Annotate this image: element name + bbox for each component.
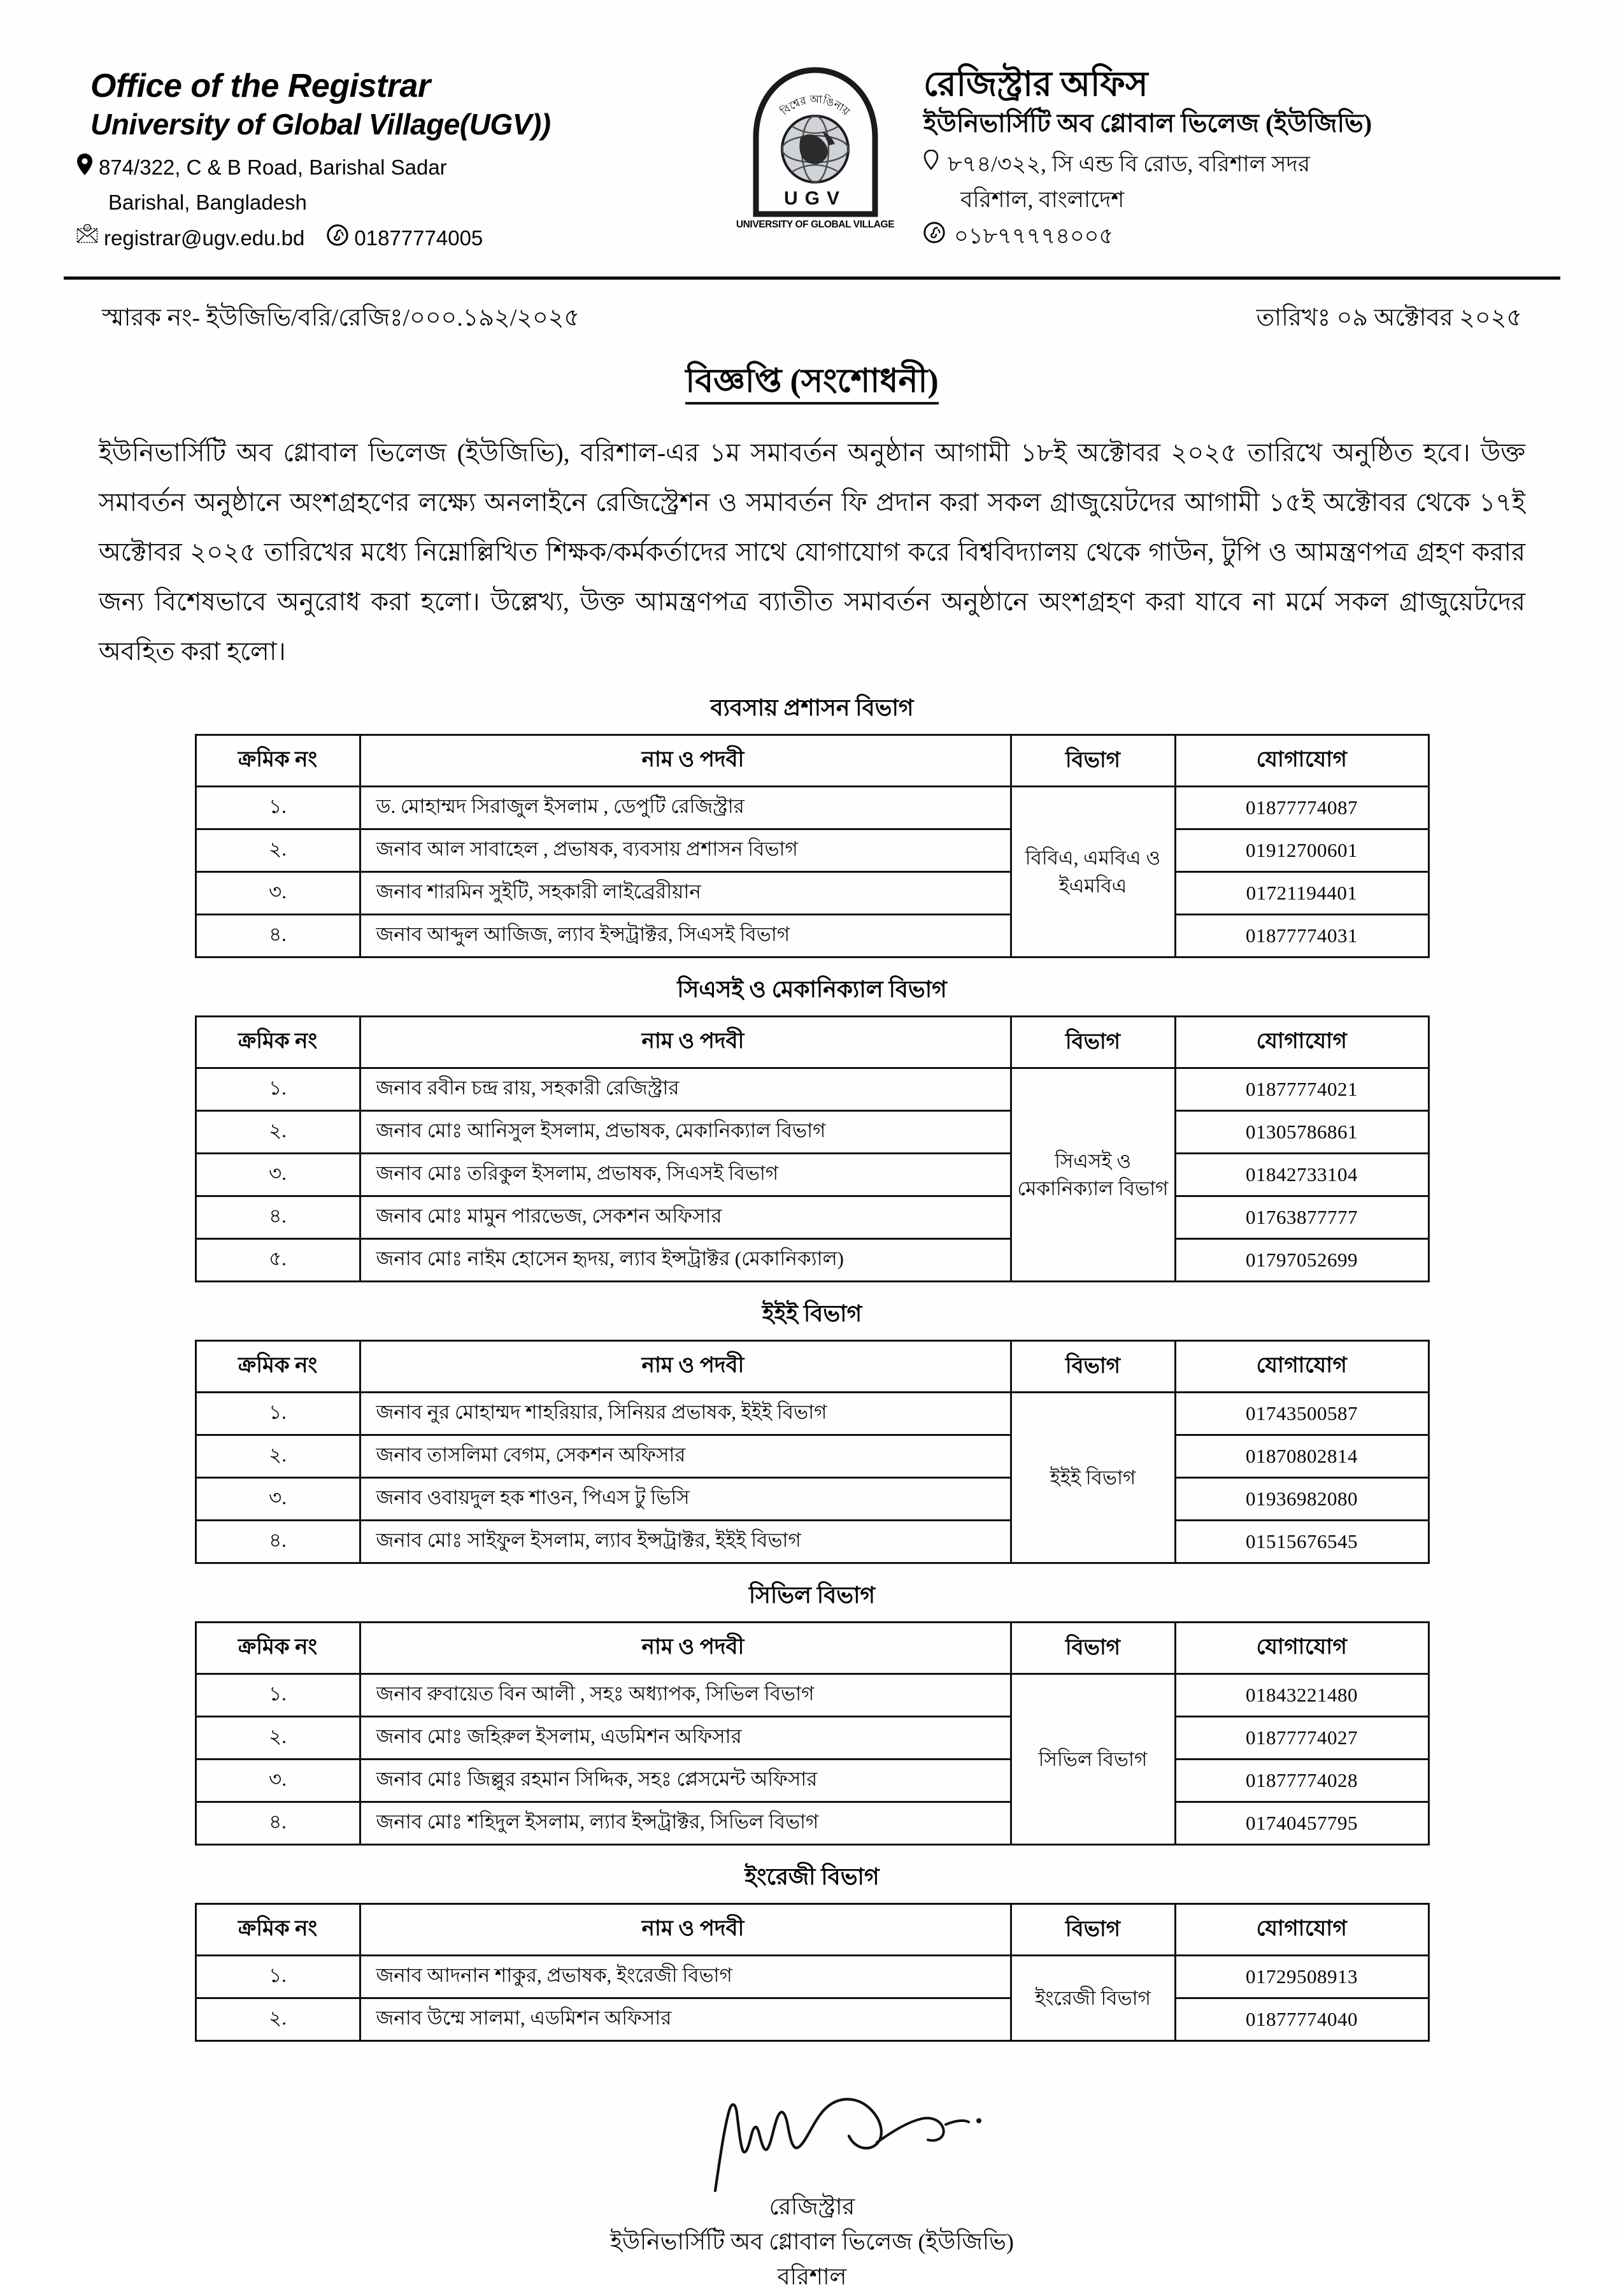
table-row (196, 1196, 1428, 1239)
column-header-name: নাম ও পদবী (360, 735, 1011, 787)
column-header-name: নাম ও পদবী (360, 1341, 1011, 1393)
column-header-sl: ক্রমিক নং (196, 1341, 360, 1393)
table-row (196, 1239, 1428, 1282)
cell-name-designation: জনাব আদনান শাকুর, প্রভাষক, ইংরেজী বিভাগ (360, 1956, 1011, 1998)
cell-serial: ৩. (196, 1760, 360, 1802)
university-name-english: University of Global Village(UGV)) (90, 108, 551, 141)
cell-serial: ৪. (196, 1802, 360, 1845)
logo-caption: UNIVERSITY OF GLOBAL VILLAGE (736, 219, 895, 230)
cell-name-designation: জনাব শারমিন সুইটি, সহকারী লাইব্রেরীয়ান (360, 872, 1011, 915)
contact-line-english (76, 222, 707, 254)
cell-contact: 01721194401 (1175, 872, 1428, 915)
university-name-bangla: ইউনিভার্সিটি অব গ্লোবাল ভিলেজ (ইউজিভি) (923, 108, 1372, 138)
cell-serial: ১. (196, 787, 360, 829)
section-title: সিএসই ও মেকানিক্যাল বিভাগ (677, 977, 947, 1003)
address-text-english-1: 874/322, C & B Road, Barishal Sadar (99, 155, 447, 179)
cell-name-designation: জনাব মোঃ তরিকুল ইসলাম, প্রভাষক, সিএসই বিভাগ (360, 1154, 1011, 1196)
university-logo (723, 59, 908, 228)
table-row (196, 1717, 1428, 1760)
page-title-text: বিজ্ঞপ্তি (সংশোধনী) (685, 363, 938, 405)
section-title: সিভিল বিভাগ (748, 1582, 876, 1609)
table-row (196, 1956, 1428, 1998)
memo-row (0, 280, 1624, 340)
column-header-contact: যোগাযোগ (1175, 1017, 1428, 1068)
phone-icon-bangla (923, 222, 945, 247)
phone-text-english: 01877774005 (354, 226, 483, 250)
cell-serial: ৪. (196, 1521, 360, 1563)
cell-name-designation: জনাব রুবায়েত বিন আলী , সহঃ অধ্যাপক, সিভিল বিভাগ (360, 1674, 1011, 1717)
letterhead-english-block (76, 59, 707, 257)
cell-name-designation: জনাব মোঃ শহিদুল ইসলাম, ল্যাব ইন্সট্রাক্টর, সিভিল বিভাগ (360, 1802, 1011, 1845)
column-header-dept: বিভাগ (1011, 1341, 1175, 1393)
cell-serial: ২. (196, 1111, 360, 1154)
svg-text:@: @ (85, 226, 90, 231)
cell-serial: ৪. (196, 1196, 360, 1239)
cell-contact: 01870802814 (1175, 1435, 1428, 1478)
letterhead-bangla-block (923, 59, 1548, 255)
cell-contact: 01877774087 (1175, 787, 1428, 829)
cell-contact: 01877774021 (1175, 1068, 1428, 1111)
cell-contact: 01729508913 (1175, 1956, 1428, 1998)
column-header-sl: ক্রমিক নং (196, 1623, 360, 1674)
column-header-dept: বিভাগ (1011, 1904, 1175, 1956)
cell-name-designation: জনাব নুর মোহাম্মদ শাহরিয়ার, সিনিয়র প্রভাষক, ইইই বিভাগ (360, 1393, 1011, 1435)
cell-name-designation: জনাব মোঃ নাইম হোসেন হৃদয়, ল্যাব ইন্সট্রাক্টর (মেকানিক্যাল) (360, 1239, 1011, 1282)
cell-name-designation: জনাব মোঃ জিল্লুর রহমান সিদ্দিক, সহঃ প্লেসমেন্ট অফিসার (360, 1760, 1011, 1802)
memo-number: স্মারক নং- ইউজিভি/বরি/রেজিঃ/০০০.১৯২/২০২৫ (102, 305, 580, 332)
cell-serial: ২. (196, 1717, 360, 1760)
column-header-sl: ক্রমিক নং (196, 1017, 360, 1068)
cell-serial: ১. (196, 1068, 360, 1111)
cell-department: সিএসই ও মেকানিক্যাল বিভাগ (1011, 1068, 1175, 1282)
table-header-row (196, 1017, 1428, 1068)
table-header-row (196, 735, 1428, 787)
column-header-contact: যোগাযোগ (1175, 1904, 1428, 1956)
cell-serial: ২. (196, 829, 360, 872)
cell-contact: 01912700601 (1175, 829, 1428, 872)
cell-department: ইংরেজী বিভাগ (1011, 1956, 1175, 2041)
cell-contact: 01743500587 (1175, 1393, 1428, 1435)
cell-name-designation: জনাব আল সাবাহেল , প্রভাষক, ব্যবসায় প্রশাসন বিভাগ (360, 829, 1011, 872)
section-title: ইংরেজী বিভাগ (744, 1864, 880, 1890)
cell-contact: 01842733104 (1175, 1154, 1428, 1196)
table-row (196, 1435, 1428, 1478)
address-text-english-2: Barishal, Bangladesh (108, 190, 307, 215)
cell-serial: ১. (196, 1393, 360, 1435)
address-line-english-1 (76, 152, 707, 183)
memo-date: তারিখঃ ০৯ অক্টোবর ২০২৫ (1256, 305, 1522, 332)
office-title-bangla: রেজিস্ট্রার অফিস (923, 65, 1148, 103)
cell-department: ইইই বিভাগ (1011, 1393, 1175, 1563)
cell-contact: 01305786861 (1175, 1111, 1428, 1154)
table-row (196, 872, 1428, 915)
column-header-name: নাম ও পদবী (360, 1017, 1011, 1068)
cell-contact: 01763877777 (1175, 1196, 1428, 1239)
column-header-dept: বিভাগ (1011, 1017, 1175, 1068)
table-row (196, 1521, 1428, 1563)
svg-text:বিশ্বের আঙিনায়: বিশ্বের আঙিনায় (778, 93, 852, 118)
letterhead (0, 0, 1624, 257)
column-header-contact: যোগাযোগ (1175, 1623, 1428, 1674)
table-header-row (196, 1623, 1428, 1674)
cell-serial: ১. (196, 1674, 360, 1717)
cell-serial: ২. (196, 1435, 360, 1478)
table-row (196, 1111, 1428, 1154)
signature-organization: ইউনিভার্সিটি অব গ্লোবাল ভিলেজ (ইউজিভি) (610, 2228, 1014, 2255)
table-row (196, 1674, 1428, 1717)
cell-serial: ১. (196, 1956, 360, 1998)
email-text-english: registrar@ugv.edu.bd (104, 226, 305, 250)
table-row (196, 1998, 1428, 2041)
contact-line-bangla (923, 220, 1548, 254)
phone-icon (327, 224, 348, 249)
department-tables-container (0, 691, 1624, 2042)
cell-contact: 01843221480 (1175, 1674, 1428, 1717)
cell-name-designation: জনাব মোঃ সাইফুল ইসলাম, ল্যাব ইন্সট্রাক্টর, ইইই বিভাগ (360, 1521, 1011, 1563)
table-row (196, 1154, 1428, 1196)
column-header-dept: বিভাগ (1011, 1623, 1175, 1674)
cell-department: সিভিল বিভাগ (1011, 1674, 1175, 1845)
section-title: ব্যবসায় প্রশাসন বিভাগ (710, 695, 914, 721)
table-row (196, 1802, 1428, 1845)
address-line-bangla-2 (923, 183, 1548, 217)
column-header-contact: যোগাযোগ (1175, 1341, 1428, 1393)
cell-name-designation: জনাব তাসলিমা বেগম, সেকশন অফিসার (360, 1435, 1011, 1478)
signature-city: বরিশাল (777, 2263, 847, 2290)
signature-block (0, 2084, 1624, 2294)
table-row (196, 787, 1428, 829)
department-table (195, 1340, 1430, 1564)
signature-designation: রেজিস্ট্রার (769, 2194, 855, 2220)
cell-name-designation: জনাব মোঃ জহিরুল ইসলাম, এডমিশন অফিসার (360, 1717, 1011, 1760)
notice-body: ইউনিভার্সিটি অব গ্লোবাল ভিলেজ (ইউজিভি), বরিশাল-এর ১ম সমাবর্তন অনুষ্ঠান আগামী ১৮ই অক্টোবর ২০২৫ তারিখে অনুষ্ঠিত হবে। উক্ত সমাবর্তন অনুষ্ঠানে অংশগ্রহণের লক্ষ্যে অনলাইনে রেজিস্ট্রেশন ও সমাবর্তন ফি প্রদান করা সকল গ্রাজুয়েটদের আগামী ১৫ই অক্টোবর থেকে ১৭ই অক্টোবর ২০২৫ তারিখের মধ্যে নিম্নোল্লিখিত শিক্ষক/কর্মকর্তাদের সাথে যোগাযোগ করে বিশ্ববিদ্যালয় থেকে গাউন, টুপি ও আমন্ত্রণপত্র গ্রহণ করার জন্য বিশেষভাবে অনুরোধ করা হলো। উল্লেখ্য, উক্ত আমন্ত্রণপত্র ব্যাতীত সমাবর্তন অনুষ্ঠানে অংশগ্রহণ করা যাবে না মর্মে সকল গ্রাজুয়েটদের অবহিত করা হলো। (99, 438, 1525, 666)
cell-serial: ৩. (196, 1154, 360, 1196)
cell-name-designation: জনাব রবীন চন্দ্র রায়, সহকারী রেজিস্ট্রার (360, 1068, 1011, 1111)
cell-contact: 01797052699 (1175, 1239, 1428, 1282)
cell-name-designation: ড. মোহাম্মদ সিরাজুল ইসলাম , ডেপুটি রেজিস্ট্রার (360, 787, 1011, 829)
table-row (196, 1760, 1428, 1802)
cell-serial: ৫. (196, 1239, 360, 1282)
cell-contact: 01877774040 (1175, 1998, 1428, 2041)
column-header-contact: যোগাযোগ (1175, 735, 1428, 787)
svg-text:UGV: UGV (783, 188, 846, 209)
cell-serial: ৪. (196, 915, 360, 957)
column-header-sl: ক্রমিক নং (196, 1904, 360, 1956)
column-header-dept: বিভাগ (1011, 735, 1175, 787)
table-row (196, 829, 1428, 872)
column-header-name: নাম ও পদবী (360, 1904, 1011, 1956)
cell-serial: ৩. (196, 1478, 360, 1521)
address-line-bangla-1 (923, 148, 1548, 182)
address-line-english-2 (76, 187, 707, 219)
cell-name-designation: জনাব উম্মে সালমা, এডমিশন অফিসার (360, 1998, 1011, 2041)
column-header-name: নাম ও পদবী (360, 1623, 1011, 1674)
signature-image (615, 2084, 1009, 2198)
table-row (196, 1393, 1428, 1435)
cell-contact: 01740457795 (1175, 1802, 1428, 1845)
cell-contact: 01877774028 (1175, 1760, 1428, 1802)
cell-serial: ৩. (196, 872, 360, 915)
department-table (195, 1015, 1430, 1282)
cell-serial: ২. (196, 1998, 360, 2041)
office-title-english: Office of the Registrar (90, 68, 431, 104)
department-table (195, 1621, 1430, 1846)
table-header-row (196, 1341, 1428, 1393)
cell-contact: 01877774027 (1175, 1717, 1428, 1760)
location-pin-icon-bangla (923, 150, 939, 174)
email-envelope-icon (76, 224, 98, 247)
department-table (195, 734, 1430, 958)
table-header-row (196, 1904, 1428, 1956)
department-table (195, 1903, 1430, 2042)
cell-contact: 01936982080 (1175, 1478, 1428, 1521)
table-row (196, 915, 1428, 957)
address-text-bangla-2: বরিশাল, বাংলাদেশ (960, 187, 1125, 213)
cell-name-designation: জনাব মোঃ আনিসুল ইসলাম, প্রভাষক, মেকানিক্যাল বিভাগ (360, 1111, 1011, 1154)
section-title: ইইই বিভাগ (762, 1301, 862, 1327)
column-header-sl: ক্রমিক নং (196, 735, 360, 787)
cell-contact: 01877774031 (1175, 915, 1428, 957)
location-pin-icon (76, 154, 93, 178)
cell-name-designation: জনাব ওবায়দুল হক শাওন, পিএস টু ভিসি (360, 1478, 1011, 1521)
address-text-bangla-1: ৮৭৪/৩২২, সি এন্ড বি রোড, বরিশাল সদর (948, 151, 1311, 176)
cell-department: বিবিএ, এমবিএ ও ইএমবিএ (1011, 787, 1175, 957)
cell-name-designation: জনাব মোঃ মামুন পারভেজ, সেকশন অফিসার (360, 1196, 1011, 1239)
table-row (196, 1068, 1428, 1111)
page-title (0, 355, 1624, 410)
phone-text-bangla: ০১৮৭৭৭৭৪০০৫ (954, 223, 1114, 248)
cell-name-designation: জনাব আব্দুল আজিজ, ল্যাব ইন্সট্রাক্টর, সিএসই বিভাগ (360, 915, 1011, 957)
cell-contact: 01515676545 (1175, 1521, 1428, 1563)
table-row (196, 1478, 1428, 1521)
